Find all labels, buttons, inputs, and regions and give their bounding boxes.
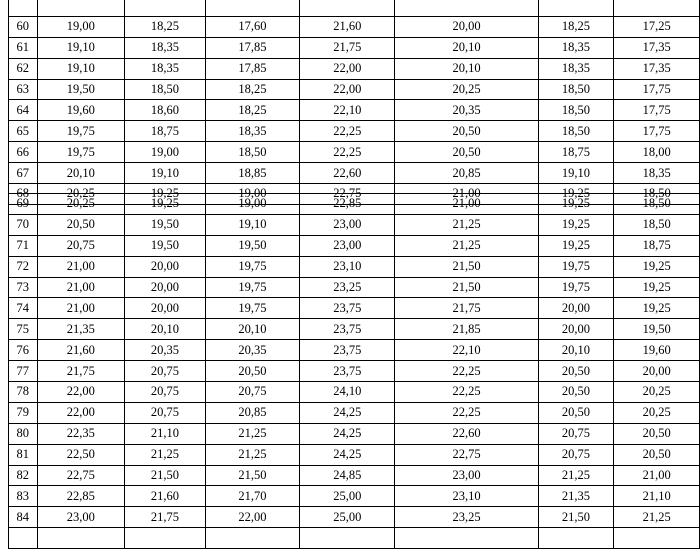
value-cell: 21,75 bbox=[37, 361, 125, 382]
table-row bbox=[9, 214, 700, 235]
value-cell: 22,50 bbox=[37, 444, 125, 465]
table-row bbox=[9, 486, 700, 507]
value-cell: 19,50 bbox=[37, 79, 125, 100]
value-cell: 22,00 bbox=[37, 382, 125, 403]
row-number-cell: 71 bbox=[9, 235, 38, 256]
value-cell bbox=[125, 0, 206, 16]
row-number-cell: 64 bbox=[9, 100, 38, 121]
value-cell: 17,75 bbox=[614, 79, 700, 100]
value-cell: 23,00 bbox=[37, 507, 125, 528]
value-cell: 19,75 bbox=[205, 256, 299, 277]
value-cell: 17,75 bbox=[614, 121, 700, 142]
data-table-top bbox=[8, 0, 700, 205]
value-cell: 20,50 bbox=[538, 382, 614, 403]
value-cell: 21,00 bbox=[37, 256, 125, 277]
value-cell: 19,25 bbox=[125, 194, 206, 215]
value-cell: 22,25 bbox=[300, 121, 395, 142]
value-cell: 19,25 bbox=[125, 184, 206, 205]
value-cell: 21,35 bbox=[538, 486, 614, 507]
value-cell: 21,25 bbox=[125, 444, 206, 465]
table-body bbox=[9, 194, 700, 549]
value-cell: 19,75 bbox=[538, 277, 614, 298]
value-cell: 23,00 bbox=[300, 235, 395, 256]
value-cell: 18,50 bbox=[614, 214, 700, 235]
value-cell: 22,25 bbox=[395, 361, 538, 382]
value-cell: 20,00 bbox=[614, 361, 700, 382]
value-cell: 18,50 bbox=[125, 79, 206, 100]
value-cell: 24,25 bbox=[300, 402, 395, 423]
table-row bbox=[9, 194, 700, 215]
value-cell: 21,75 bbox=[300, 37, 395, 58]
value-cell: 18,25 bbox=[125, 16, 206, 37]
value-cell: 20,10 bbox=[37, 163, 125, 184]
value-cell: 18,60 bbox=[125, 100, 206, 121]
value-cell: 20,25 bbox=[395, 79, 538, 100]
row-number-cell: 79 bbox=[9, 402, 38, 423]
table-row bbox=[9, 507, 700, 528]
row-number-cell: 69 bbox=[9, 194, 38, 215]
value-cell: 19,00 bbox=[205, 194, 299, 215]
value-cell: 19,50 bbox=[125, 214, 206, 235]
value-cell: 21,25 bbox=[205, 423, 299, 444]
value-cell: 20,10 bbox=[205, 319, 299, 340]
value-cell: 21,25 bbox=[395, 235, 538, 256]
value-cell: 19,00 bbox=[205, 184, 299, 205]
value-cell: 22,25 bbox=[395, 402, 538, 423]
value-cell: 20,50 bbox=[614, 423, 700, 444]
table-row bbox=[9, 256, 700, 277]
row-number-cell: 81 bbox=[9, 444, 38, 465]
value-cell: 20,85 bbox=[205, 402, 299, 423]
value-cell: 19,25 bbox=[614, 298, 700, 319]
table-row bbox=[9, 37, 700, 58]
value-cell: 19,75 bbox=[205, 277, 299, 298]
value-cell: 22,00 bbox=[300, 79, 395, 100]
row-number-cell: 82 bbox=[9, 465, 38, 486]
value-cell: 19,50 bbox=[125, 235, 206, 256]
value-cell: 21,25 bbox=[395, 214, 538, 235]
value-cell bbox=[614, 528, 700, 549]
value-cell: 21,10 bbox=[125, 423, 206, 444]
value-cell: 18,50 bbox=[538, 121, 614, 142]
value-cell: 22,00 bbox=[205, 507, 299, 528]
row-number-cell: 67 bbox=[9, 163, 38, 184]
value-cell: 21,25 bbox=[538, 465, 614, 486]
value-cell: 22,00 bbox=[300, 58, 395, 79]
value-cell: 17,35 bbox=[614, 58, 700, 79]
value-cell: 23,00 bbox=[395, 465, 538, 486]
table-row bbox=[9, 528, 700, 549]
value-cell: 20,10 bbox=[395, 37, 538, 58]
value-cell: 19,25 bbox=[614, 277, 700, 298]
value-cell: 20,50 bbox=[205, 361, 299, 382]
value-cell: 21,75 bbox=[395, 298, 538, 319]
value-cell: 19,00 bbox=[37, 16, 125, 37]
value-cell: 21,50 bbox=[538, 507, 614, 528]
table-row bbox=[9, 382, 700, 403]
value-cell: 21,60 bbox=[37, 340, 125, 361]
value-cell: 20,75 bbox=[37, 235, 125, 256]
value-cell: 19,10 bbox=[205, 214, 299, 235]
value-cell: 21,50 bbox=[395, 277, 538, 298]
value-cell: 20,00 bbox=[538, 298, 614, 319]
value-cell: 21,75 bbox=[125, 507, 206, 528]
value-cell: 21,25 bbox=[205, 444, 299, 465]
value-cell: 17,85 bbox=[205, 58, 299, 79]
value-cell: 18,50 bbox=[614, 184, 700, 205]
value-cell: 18,35 bbox=[538, 58, 614, 79]
value-cell: 22,10 bbox=[395, 340, 538, 361]
table-row bbox=[9, 16, 700, 37]
row-number-cell: 63 bbox=[9, 79, 38, 100]
value-cell bbox=[395, 528, 538, 549]
value-cell: 19,75 bbox=[205, 298, 299, 319]
value-cell bbox=[37, 0, 125, 16]
value-cell: 22,75 bbox=[300, 184, 395, 205]
value-cell: 20,35 bbox=[395, 100, 538, 121]
value-cell: 18,25 bbox=[205, 79, 299, 100]
value-cell: 23,25 bbox=[300, 277, 395, 298]
value-cell: 19,10 bbox=[37, 37, 125, 58]
value-cell: 21,35 bbox=[37, 319, 125, 340]
table-row bbox=[9, 277, 700, 298]
row-number-cell bbox=[9, 0, 38, 16]
value-cell: 17,35 bbox=[614, 37, 700, 58]
value-cell: 23,75 bbox=[300, 340, 395, 361]
value-cell: 22,85 bbox=[300, 194, 395, 215]
value-cell bbox=[395, 0, 538, 16]
row-number-cell: 76 bbox=[9, 340, 38, 361]
value-cell: 23,75 bbox=[300, 319, 395, 340]
value-cell: 20,50 bbox=[538, 402, 614, 423]
row-number-cell: 84 bbox=[9, 507, 38, 528]
value-cell: 19,10 bbox=[538, 163, 614, 184]
value-cell: 18,85 bbox=[205, 163, 299, 184]
table-row bbox=[9, 235, 700, 256]
value-cell: 18,25 bbox=[205, 100, 299, 121]
row-number-cell: 77 bbox=[9, 361, 38, 382]
table-row bbox=[9, 58, 700, 79]
value-cell: 19,75 bbox=[538, 256, 614, 277]
value-cell: 22,60 bbox=[300, 163, 395, 184]
value-cell: 25,00 bbox=[300, 486, 395, 507]
value-cell: 18,75 bbox=[538, 142, 614, 163]
value-cell: 19,75 bbox=[37, 142, 125, 163]
value-cell: 21,00 bbox=[37, 298, 125, 319]
value-cell bbox=[538, 0, 614, 16]
table-body bbox=[9, 0, 700, 204]
value-cell: 20,50 bbox=[395, 142, 538, 163]
value-cell: 18,50 bbox=[538, 100, 614, 121]
row-number-cell: 75 bbox=[9, 319, 38, 340]
table-row bbox=[9, 163, 700, 184]
row-number-cell: 68 bbox=[9, 184, 38, 205]
row-number-cell: 70 bbox=[9, 214, 38, 235]
value-cell: 20,50 bbox=[538, 361, 614, 382]
row-number-cell: 74 bbox=[9, 298, 38, 319]
value-cell: 24,85 bbox=[300, 465, 395, 486]
row-number-cell: 72 bbox=[9, 256, 38, 277]
value-cell: 24,25 bbox=[300, 444, 395, 465]
value-cell: 20,10 bbox=[125, 319, 206, 340]
value-cell: 20,00 bbox=[538, 319, 614, 340]
value-cell: 19,50 bbox=[205, 235, 299, 256]
row-number-cell: 83 bbox=[9, 486, 38, 507]
value-cell: 23,10 bbox=[395, 486, 538, 507]
table-row bbox=[9, 0, 700, 16]
value-cell: 19,10 bbox=[125, 163, 206, 184]
value-cell: 20,35 bbox=[205, 340, 299, 361]
value-cell: 18,25 bbox=[538, 16, 614, 37]
value-cell: 22,35 bbox=[37, 423, 125, 444]
value-cell: 20,10 bbox=[395, 58, 538, 79]
value-cell: 19,25 bbox=[614, 256, 700, 277]
value-cell: 18,75 bbox=[125, 121, 206, 142]
row-number-cell: 73 bbox=[9, 277, 38, 298]
value-cell: 18,35 bbox=[538, 37, 614, 58]
value-cell: 23,25 bbox=[395, 507, 538, 528]
value-cell: 21,85 bbox=[395, 319, 538, 340]
value-cell: 18,50 bbox=[538, 79, 614, 100]
value-cell: 20,50 bbox=[37, 214, 125, 235]
value-cell: 22,00 bbox=[37, 402, 125, 423]
table-row bbox=[9, 100, 700, 121]
value-cell: 22,85 bbox=[37, 486, 125, 507]
table-row bbox=[9, 121, 700, 142]
value-cell: 25,00 bbox=[300, 507, 395, 528]
value-cell: 21,00 bbox=[395, 194, 538, 215]
value-cell: 18,35 bbox=[125, 58, 206, 79]
row-number-cell: 61 bbox=[9, 37, 38, 58]
value-cell: 19,75 bbox=[37, 121, 125, 142]
value-cell bbox=[614, 0, 700, 16]
value-cell: 21,00 bbox=[395, 184, 538, 205]
value-cell: 20,35 bbox=[125, 340, 206, 361]
value-cell: 21,25 bbox=[614, 507, 700, 528]
value-cell: 17,75 bbox=[614, 100, 700, 121]
value-cell: 20,50 bbox=[395, 121, 538, 142]
value-cell: 22,10 bbox=[300, 100, 395, 121]
value-cell: 18,50 bbox=[614, 194, 700, 215]
value-cell: 18,75 bbox=[614, 235, 700, 256]
value-cell bbox=[125, 528, 206, 549]
value-cell: 20,75 bbox=[125, 402, 206, 423]
value-cell bbox=[300, 528, 395, 549]
data-table-bottom bbox=[8, 193, 700, 549]
value-cell: 20,25 bbox=[614, 402, 700, 423]
value-cell: 20,00 bbox=[125, 256, 206, 277]
row-number-cell: 62 bbox=[9, 58, 38, 79]
value-cell: 22,75 bbox=[37, 465, 125, 486]
value-cell: 20,75 bbox=[125, 361, 206, 382]
value-cell: 21,60 bbox=[125, 486, 206, 507]
value-cell: 20,25 bbox=[37, 194, 125, 215]
value-cell: 20,75 bbox=[205, 382, 299, 403]
value-cell: 20,10 bbox=[538, 340, 614, 361]
value-cell bbox=[205, 528, 299, 549]
value-cell: 17,85 bbox=[205, 37, 299, 58]
row-number-cell: 60 bbox=[9, 16, 38, 37]
value-cell: 21,00 bbox=[37, 277, 125, 298]
value-cell: 20,00 bbox=[395, 16, 538, 37]
value-cell: 22,25 bbox=[300, 142, 395, 163]
row-number-cell: 66 bbox=[9, 142, 38, 163]
row-number-cell: 80 bbox=[9, 423, 38, 444]
value-cell: 18,35 bbox=[614, 163, 700, 184]
value-cell: 20,25 bbox=[37, 184, 125, 205]
row-number-cell bbox=[9, 528, 38, 549]
value-cell: 18,50 bbox=[205, 142, 299, 163]
value-cell bbox=[37, 528, 125, 549]
row-number-cell: 65 bbox=[9, 121, 38, 142]
table-row bbox=[9, 79, 700, 100]
value-cell: 24,10 bbox=[300, 382, 395, 403]
value-cell bbox=[300, 0, 395, 16]
value-cell: 19,10 bbox=[37, 58, 125, 79]
value-cell: 19,60 bbox=[37, 100, 125, 121]
value-cell: 21,50 bbox=[125, 465, 206, 486]
value-cell bbox=[205, 0, 299, 16]
table-row bbox=[9, 319, 700, 340]
table-row bbox=[9, 142, 700, 163]
row-number-cell: 78 bbox=[9, 382, 38, 403]
value-cell: 20,50 bbox=[614, 444, 700, 465]
value-cell: 21,60 bbox=[300, 16, 395, 37]
value-cell bbox=[538, 528, 614, 549]
value-cell: 20,00 bbox=[125, 277, 206, 298]
value-cell: 23,10 bbox=[300, 256, 395, 277]
value-cell: 24,25 bbox=[300, 423, 395, 444]
table-row bbox=[9, 423, 700, 444]
value-cell: 20,75 bbox=[125, 382, 206, 403]
value-cell: 18,00 bbox=[614, 142, 700, 163]
value-cell: 21,50 bbox=[395, 256, 538, 277]
value-cell: 19,25 bbox=[538, 214, 614, 235]
value-cell: 21,00 bbox=[614, 465, 700, 486]
value-cell: 19,60 bbox=[614, 340, 700, 361]
table-row bbox=[9, 361, 700, 382]
value-cell: 22,60 bbox=[395, 423, 538, 444]
value-cell: 17,25 bbox=[614, 16, 700, 37]
value-cell: 18,35 bbox=[205, 121, 299, 142]
value-cell: 22,25 bbox=[395, 382, 538, 403]
value-cell: 18,35 bbox=[125, 37, 206, 58]
value-cell: 19,25 bbox=[538, 184, 614, 205]
table-row bbox=[9, 444, 700, 465]
table-row bbox=[9, 298, 700, 319]
value-cell: 22,75 bbox=[395, 444, 538, 465]
value-cell: 20,85 bbox=[395, 163, 538, 184]
table-row bbox=[9, 340, 700, 361]
value-cell: 21,50 bbox=[205, 465, 299, 486]
value-cell: 17,60 bbox=[205, 16, 299, 37]
value-cell: 20,75 bbox=[538, 444, 614, 465]
value-cell: 19,50 bbox=[614, 319, 700, 340]
value-cell: 20,00 bbox=[125, 298, 206, 319]
value-cell: 19,25 bbox=[538, 235, 614, 256]
value-cell: 19,00 bbox=[125, 142, 206, 163]
value-cell: 21,70 bbox=[205, 486, 299, 507]
value-cell: 20,25 bbox=[614, 382, 700, 403]
table-row bbox=[9, 402, 700, 423]
value-cell: 19,25 bbox=[538, 194, 614, 215]
value-cell: 23,00 bbox=[300, 214, 395, 235]
value-cell: 21,10 bbox=[614, 486, 700, 507]
value-cell: 23,75 bbox=[300, 361, 395, 382]
value-cell: 23,75 bbox=[300, 298, 395, 319]
table-row bbox=[9, 465, 700, 486]
value-cell: 20,75 bbox=[538, 423, 614, 444]
